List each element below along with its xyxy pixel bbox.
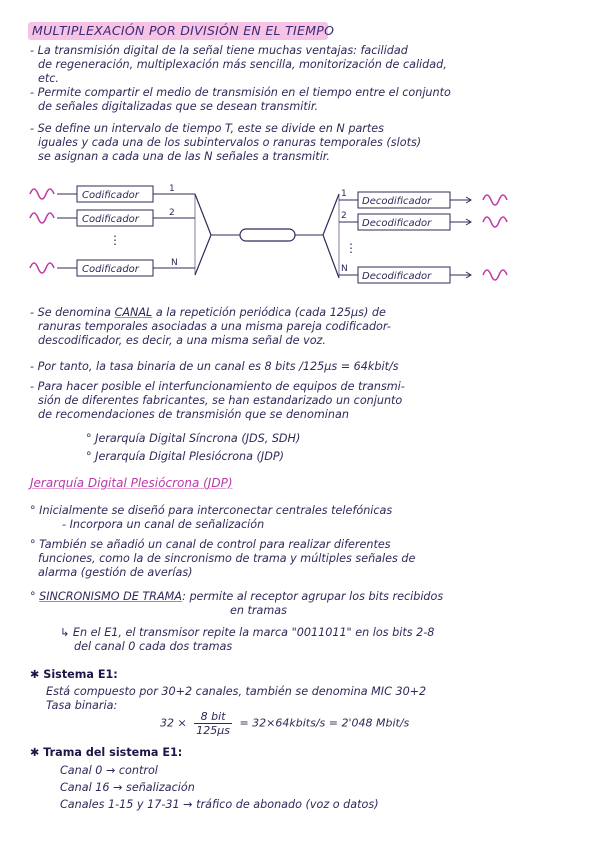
frame-sync-term: SINCRONISMO DE TRAMA: [39, 590, 183, 603]
output-signal-icon-n: [483, 270, 507, 280]
out-label-n: N: [341, 264, 348, 274]
list-item: ° Jerarquía Digital Síncrona (JDS, SDH): [86, 432, 301, 445]
hierarchy-list: [86, 432, 300, 464]
decoder-1: Decodificador: [362, 196, 432, 207]
in-label-2: 2: [169, 208, 175, 218]
jdp-heading: Jerarquía Digital Plesiócrona (JDP): [30, 476, 233, 490]
decoder-2: Decodificador: [362, 218, 432, 229]
out-label-1: 1: [341, 189, 347, 199]
tdm-diagram: [25, 180, 575, 295]
e1-sync-note: ↳ En el E1, el transmisor repite la marca "0011011" en los bits 2-8 del canal 0 cada dos tramas: [60, 626, 435, 653]
page-title: MULTIPLEXACIÓN POR DIVISIÓN EN EL TIEMPO: [32, 23, 335, 38]
trama-heading: ✱ Trama del sistema E1:: [30, 746, 183, 759]
coder-1: Codificador: [82, 190, 139, 201]
input-signal-icon-2: [30, 213, 54, 223]
jdp-bullet-2: ° También se añadió un canal de control para realizar diferentes funciones, como la de sincronismo de trama y múltiples señales de alarma (gestión de averías): [30, 538, 416, 579]
canal-term: CANAL: [114, 306, 153, 319]
e1-rate-formula: 32 × $\frac{\text{8 bit}}{\text{125µs}}$ = 32×64kbits/s = 2'048 Mbit/s: [160, 710, 410, 737]
out-label-2: 2: [341, 211, 347, 221]
input-signal-icon-n: [30, 263, 54, 273]
list-item: Canales 1-15 y 17-31 → tráfico de abonado (voz o datos): [60, 798, 379, 811]
input-signal-icon-1: [30, 189, 54, 199]
multiplexer: [195, 194, 211, 275]
intro-sharing: - Permite compartir el medio de transmisión en el tiempo entre el conjunto de señales digitalizadas que se desean transmitir.: [30, 86, 451, 113]
intro-advantages: - La transmisión digital de la señal tiene muchas ventajas: facilidad de regeneración, multiplexación más sencilla, monitorización de calidad, etc.: [30, 44, 447, 85]
in-label-1: 1: [169, 184, 175, 194]
in-label-n: N: [171, 258, 178, 268]
canal-rate: - Por tanto, la tasa binaria de un canal es 8 bits /125µs = 64kbit/s: [30, 360, 399, 373]
output-signal-icon-1: [483, 195, 507, 205]
list-item: Canal 16 → señalización: [60, 781, 195, 794]
jdp-bullet-3: ° SINCRONISMO DE TRAMA: permite al receptor agrupar los bits recibidos en tramas: [30, 590, 444, 617]
canal-definition: - Se denomina CANAL a la repetición periódica (cada 125µs) de ranuras temporales asociadas a una misma pareja codificador- descodificador, es decir, a una misma señal de voz.: [30, 306, 391, 347]
coder-2: Codificador: [82, 214, 139, 225]
coder-dots: ⋮: [109, 233, 121, 247]
intro-interval: - Se define un intervalo de tiempo T, este se divide en N partes iguales y cada una de los subintervalos o ranuras temporales (slots) se asignan a cada una de las N señales a transmitir.: [30, 122, 422, 163]
canal-standards: - Para hacer posible el interfuncionamiento de equipos de transmi- sión de diferentes fabricantes, se han estandarizado un conjunto de recomendaciones de transmisión que se denominan: [30, 380, 405, 421]
list-item: Canal 0 → control: [60, 764, 158, 777]
trama-list: [60, 764, 379, 812]
jdp-bullet-1: ° Inicialmente se diseñó para interconectar centrales telefónicas - Incorpora un canal de señalización: [30, 504, 393, 531]
demultiplexer: [323, 194, 339, 278]
e1-heading: ✱ Sistema E1:: [30, 668, 118, 681]
coder-n: Codificador: [82, 264, 139, 275]
decoder-dots: ⋮: [345, 241, 357, 255]
transmission-medium: [240, 229, 295, 241]
e1-description: Está compuesto por 30+2 canales, también se denomina MIC 30+2 Tasa binaria:: [46, 685, 427, 712]
list-item: ° Jerarquía Digital Plesiócrona (JDP): [86, 450, 284, 463]
decoder-n: Decodificador: [362, 271, 432, 282]
output-signal-icon-2: [483, 217, 507, 227]
